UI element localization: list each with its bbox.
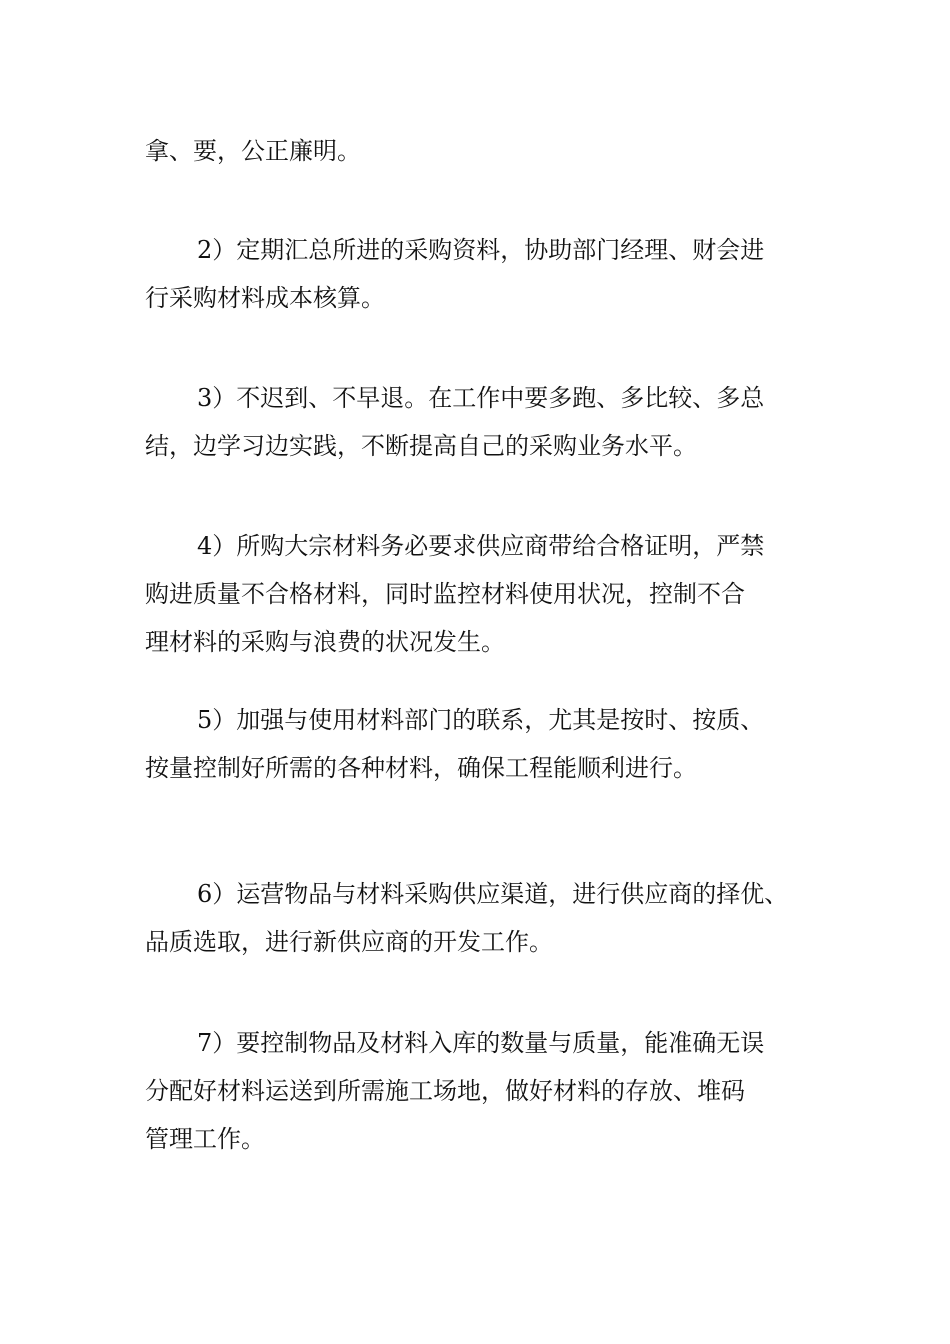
paragraph-line: 6）运营物品与材料采购供应渠道，进行供应商的择优、 (197, 880, 789, 908)
paragraph-line: 分配好材料运送到所需施工场地，做好材料的存放、堆码 (145, 1077, 745, 1105)
paragraph-line: 3）不迟到、不早退。在工作中要多跑、多比较、多总 (197, 384, 765, 412)
paragraph-line: 购进质量不合格材料，同时监控材料使用状况，控制不合 (145, 580, 745, 608)
paragraph-item-4 (145, 522, 810, 666)
paragraph-line: 按量控制好所需的各种材料，确保工程能顺利进行。 (145, 754, 697, 782)
paragraph-item-3 (145, 374, 810, 470)
paragraph-line: 理材料的采购与浪费的状况发生。 (145, 628, 505, 656)
paragraph-line: 管理工作。 (145, 1125, 265, 1153)
paragraph-line: 2）定期汇总所进的采购资料，协助部门经理、财会进 (197, 236, 765, 264)
paragraph-item-7 (145, 1019, 810, 1163)
paragraph-item-5 (145, 696, 810, 792)
paragraph-line: 品质选取，进行新供应商的开发工作。 (145, 928, 553, 956)
paragraph-item-2 (145, 226, 810, 322)
paragraph-intro-continuation (145, 127, 810, 175)
paragraph-line: 行采购材料成本核算。 (145, 284, 385, 312)
paragraph-line: 4）所购大宗材料务必要求供应商带给合格证明，严禁 (197, 532, 765, 560)
paragraph-line: 结，边学习边实践，不断提高自己的采购业务水平。 (145, 432, 697, 460)
paragraph-line: 5）加强与使用材料部门的联系，尤其是按时、按质、 (197, 706, 765, 734)
paragraph-line: 7）要控制物品及材料入库的数量与质量，能准确无误 (197, 1029, 765, 1057)
paragraph-item-6 (145, 870, 810, 966)
paragraph-line: 拿、要，公正廉明。 (145, 137, 361, 165)
